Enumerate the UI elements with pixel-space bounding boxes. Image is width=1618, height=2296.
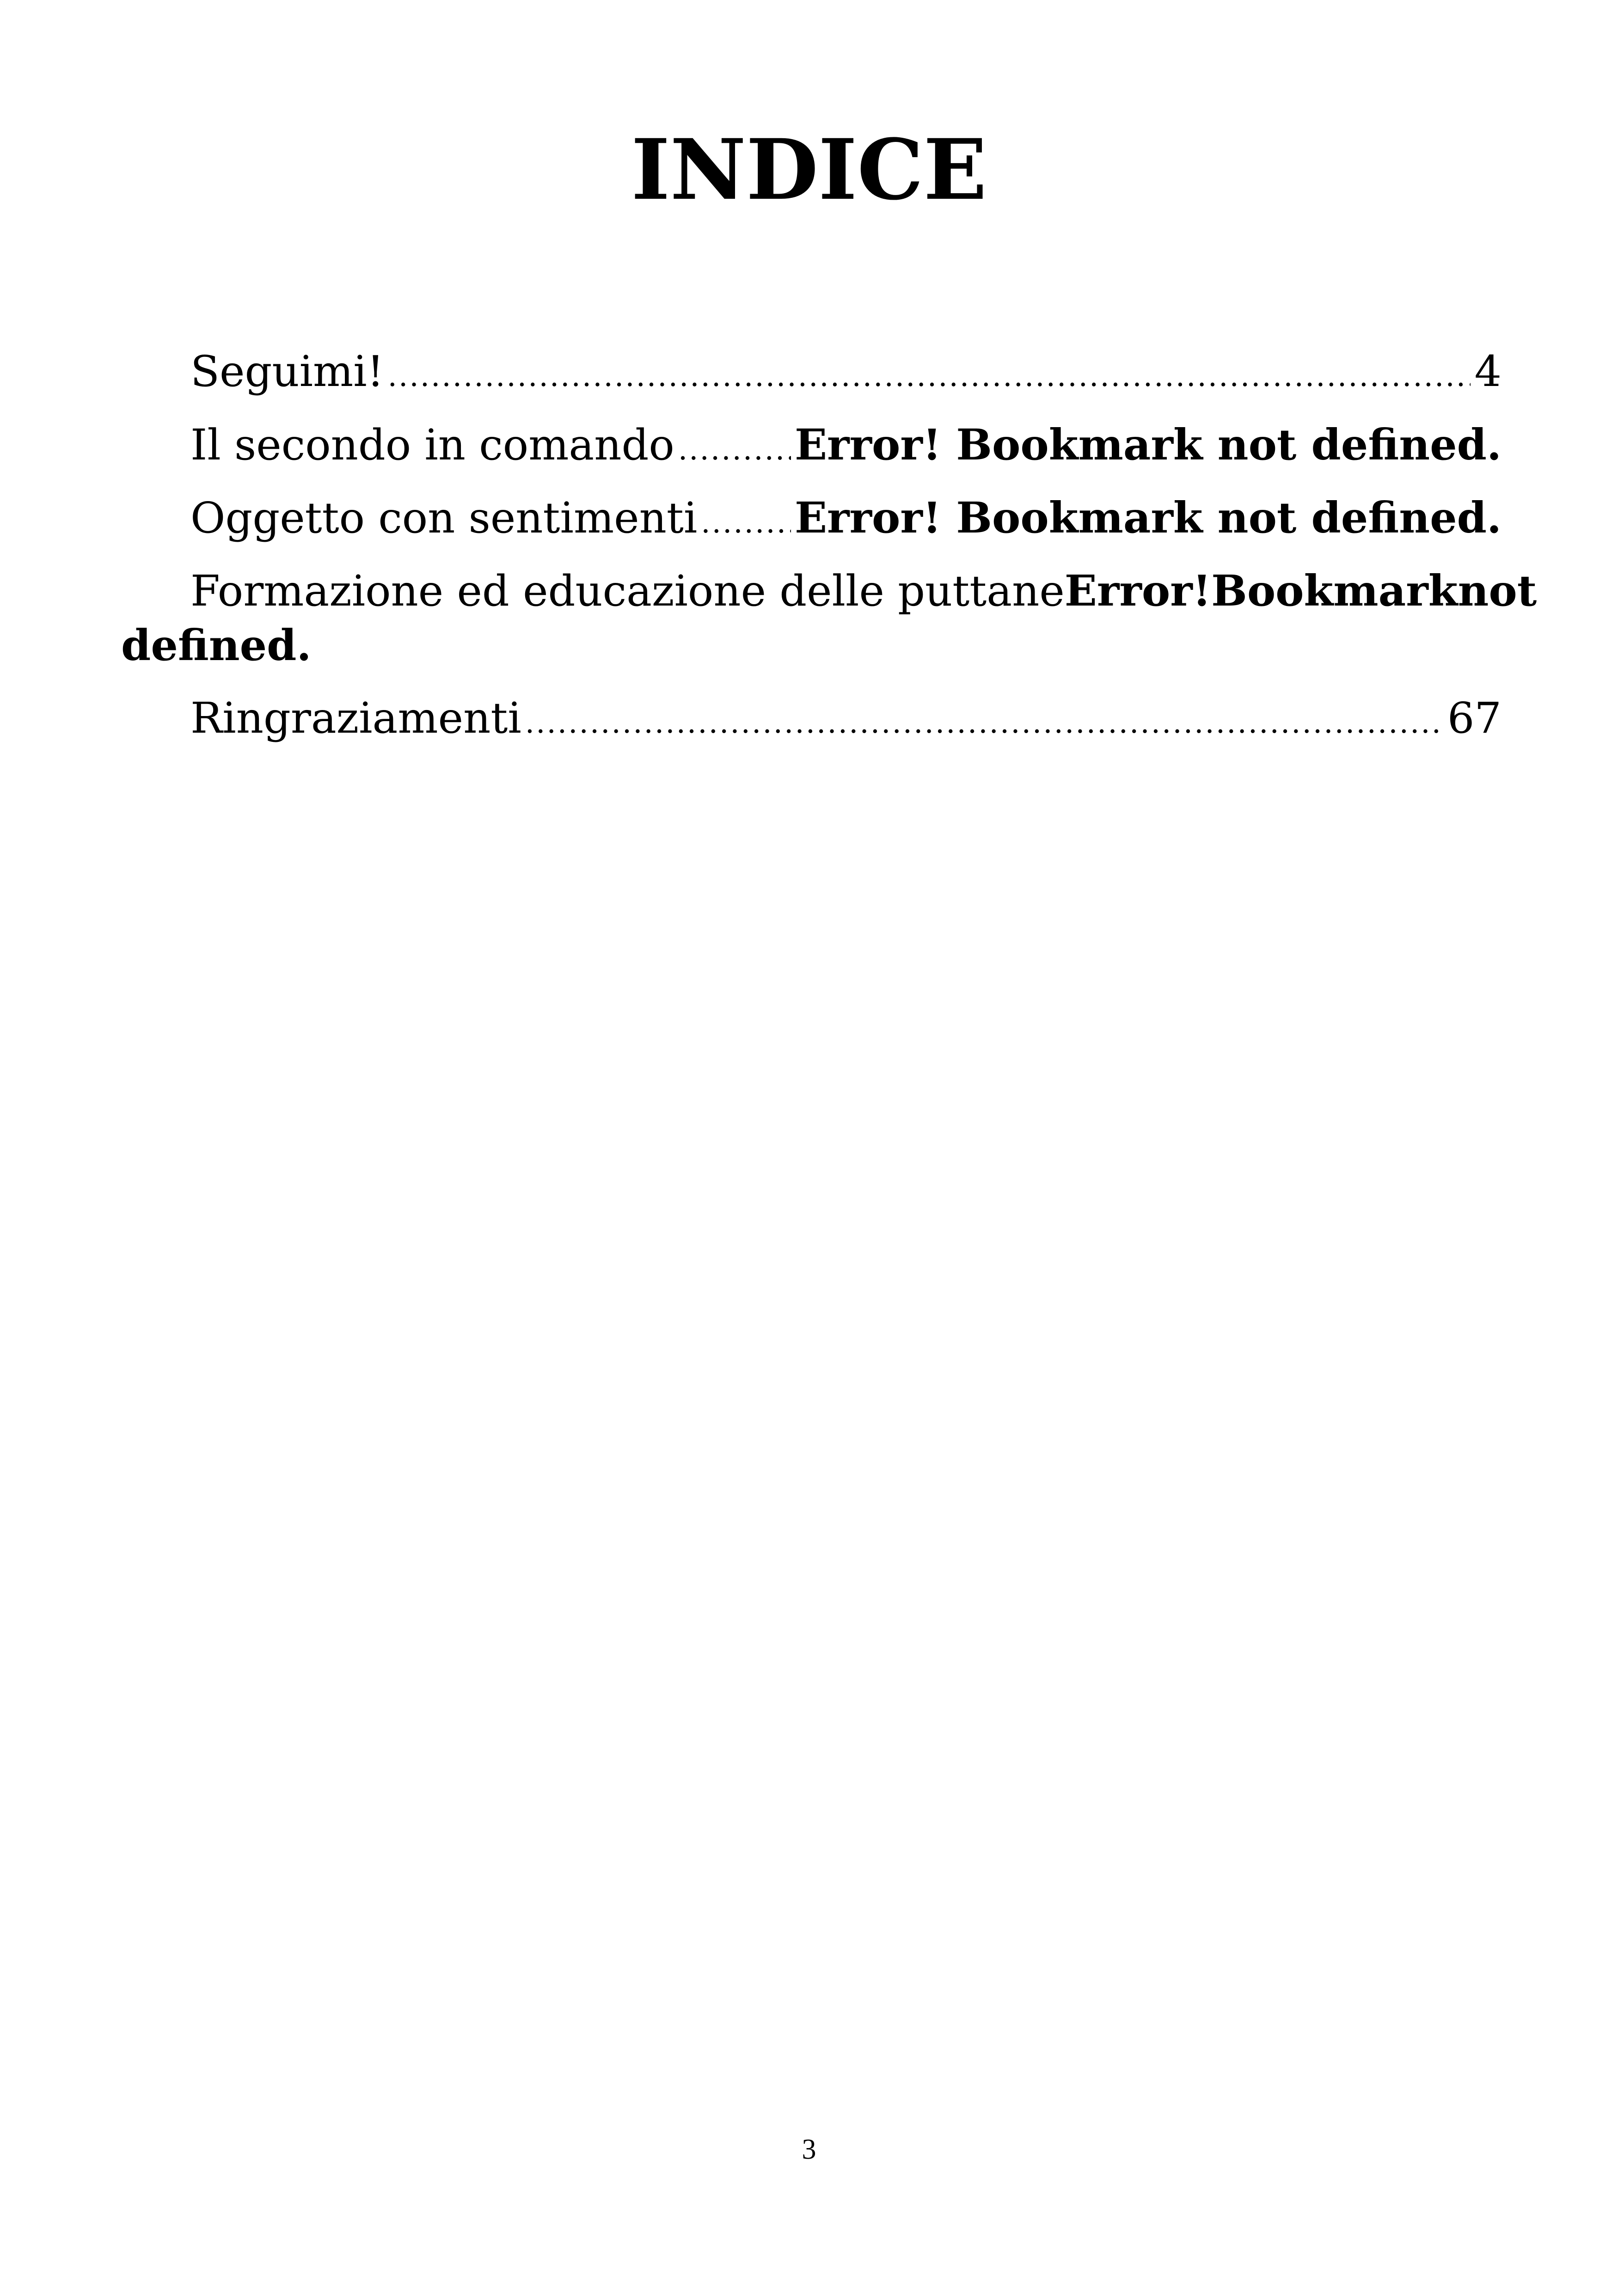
dot-leader <box>525 696 1444 746</box>
toc-entry[interactable] <box>121 344 1502 399</box>
page-number: 3 <box>802 2134 816 2165</box>
table-of-contents <box>121 344 1537 764</box>
page-title: INDICE <box>631 121 987 219</box>
toc-entry-label: Ringraziamenti <box>190 693 521 743</box>
error-word: Bookmark <box>1211 566 1458 616</box>
toc-entry[interactable] <box>121 563 1537 673</box>
dot-leader <box>701 496 791 545</box>
dot-leader <box>678 422 791 472</box>
error-word: not <box>1458 566 1537 616</box>
toc-entry-page-error <box>1065 563 1537 618</box>
toc-entry-label: Il secondo in comando <box>190 420 674 470</box>
error-word: Error! <box>1064 566 1212 616</box>
toc-entry-label: Formazione ed educazione delle puttane <box>190 566 1065 616</box>
toc-entry-page: 67 <box>1447 693 1502 743</box>
toc-entry-label: Oggetto con sentimenti <box>190 493 698 543</box>
toc-entry[interactable] <box>121 490 1502 545</box>
toc-entry-label: Seguimi! <box>190 347 384 396</box>
toc-entry[interactable] <box>121 691 1502 746</box>
toc-entry[interactable] <box>121 417 1502 472</box>
toc-entry-page-error: Error! Bookmark not defined. <box>794 420 1502 470</box>
toc-entry-page: 4 <box>1474 347 1502 396</box>
dot-leader <box>388 349 1471 399</box>
toc-entry-page-error-continued: defined. <box>121 620 312 670</box>
toc-entry-page-error: Error! Bookmark not defined. <box>794 493 1502 543</box>
